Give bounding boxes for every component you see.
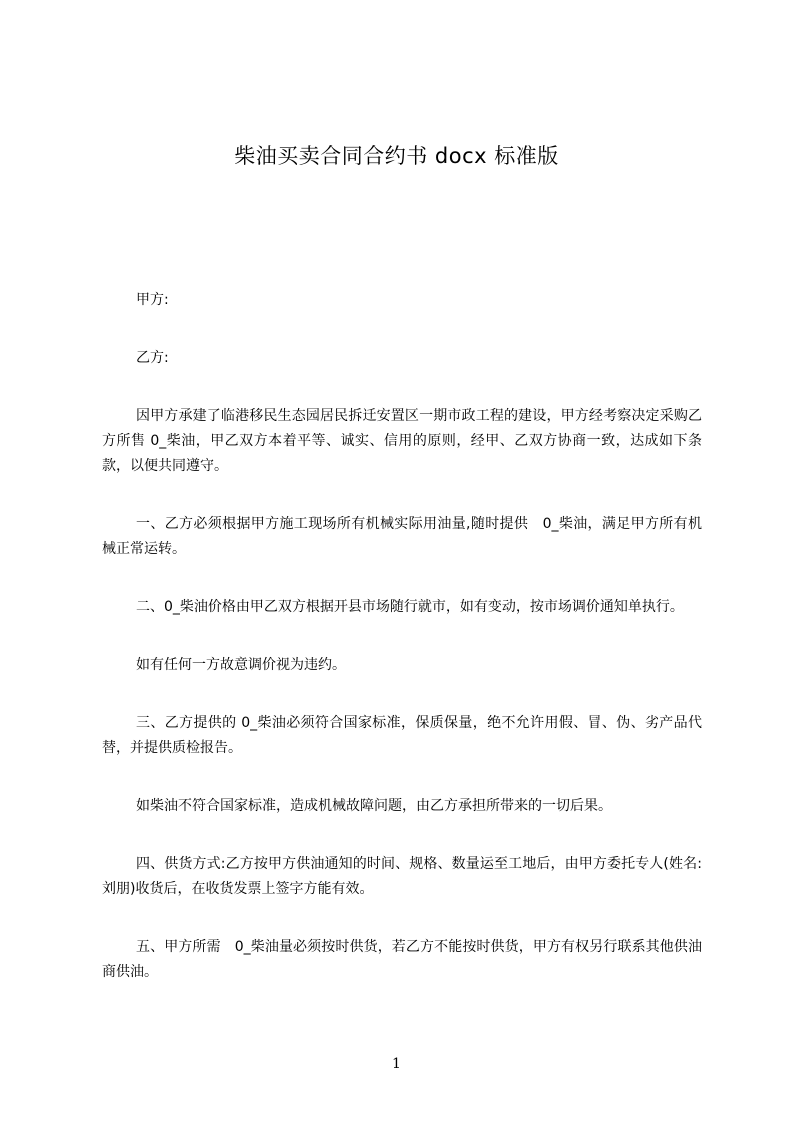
paragraph-clause-3: 三、乙方提供的 0_柴油必须符合国家标准，保质保量，绝不允许用假、冒、伪、劣产品代替，并提供质检报告。 bbox=[102, 715, 702, 756]
paragraph-clause-2-note: 如有任何一方故意调价视为违约。 bbox=[136, 657, 346, 673]
paragraph-intro: 因甲方承建了临港移民生态园居民拆迁安置区一期市政工程的建设，甲方经考察决定采购乙方所售 0_柴油，甲乙双方本着平等、诚实、信用的原则，经甲、乙双方协商一致，达成如下条款，以便共同遵守。 bbox=[102, 408, 702, 474]
paragraph-clause-5: 五、甲方所需 0_柴油量必须按时供货，若乙方不能按时供货，甲方有权另行联系其他供油商供油。 bbox=[102, 939, 702, 980]
paragraph-clause-1: 一、乙方必须根据甲方施工现场所有机械实际用油量,随时提供 0_柴油，满足甲方所有机械正常运转。 bbox=[102, 516, 702, 557]
document-body bbox=[102, 288, 702, 1018]
paragraph-clause-3-note: 如柴油不符合国家标准，造成机械故障问题，由乙方承担所带来的一切后果。 bbox=[136, 798, 612, 814]
party-a-label: 甲方: bbox=[136, 292, 169, 308]
page-number: 1 bbox=[392, 1056, 401, 1072]
paragraph-clause-2: 二、0_柴油价格由甲乙双方根据开县市场随行就市，如有变动，按市场调价通知单执行。 bbox=[136, 599, 684, 615]
paragraph-clause-4: 四、供货方式:乙方按甲方供油通知的时间、规格、数量运至工地后，由甲方委托专人(姓名:刘朋)收货后，在收货发票上签字方能有效。 bbox=[102, 856, 702, 897]
party-b-label: 乙方: bbox=[136, 350, 169, 366]
document-title: 柴油买卖合同合约书 docx 标准版 bbox=[234, 144, 559, 168]
